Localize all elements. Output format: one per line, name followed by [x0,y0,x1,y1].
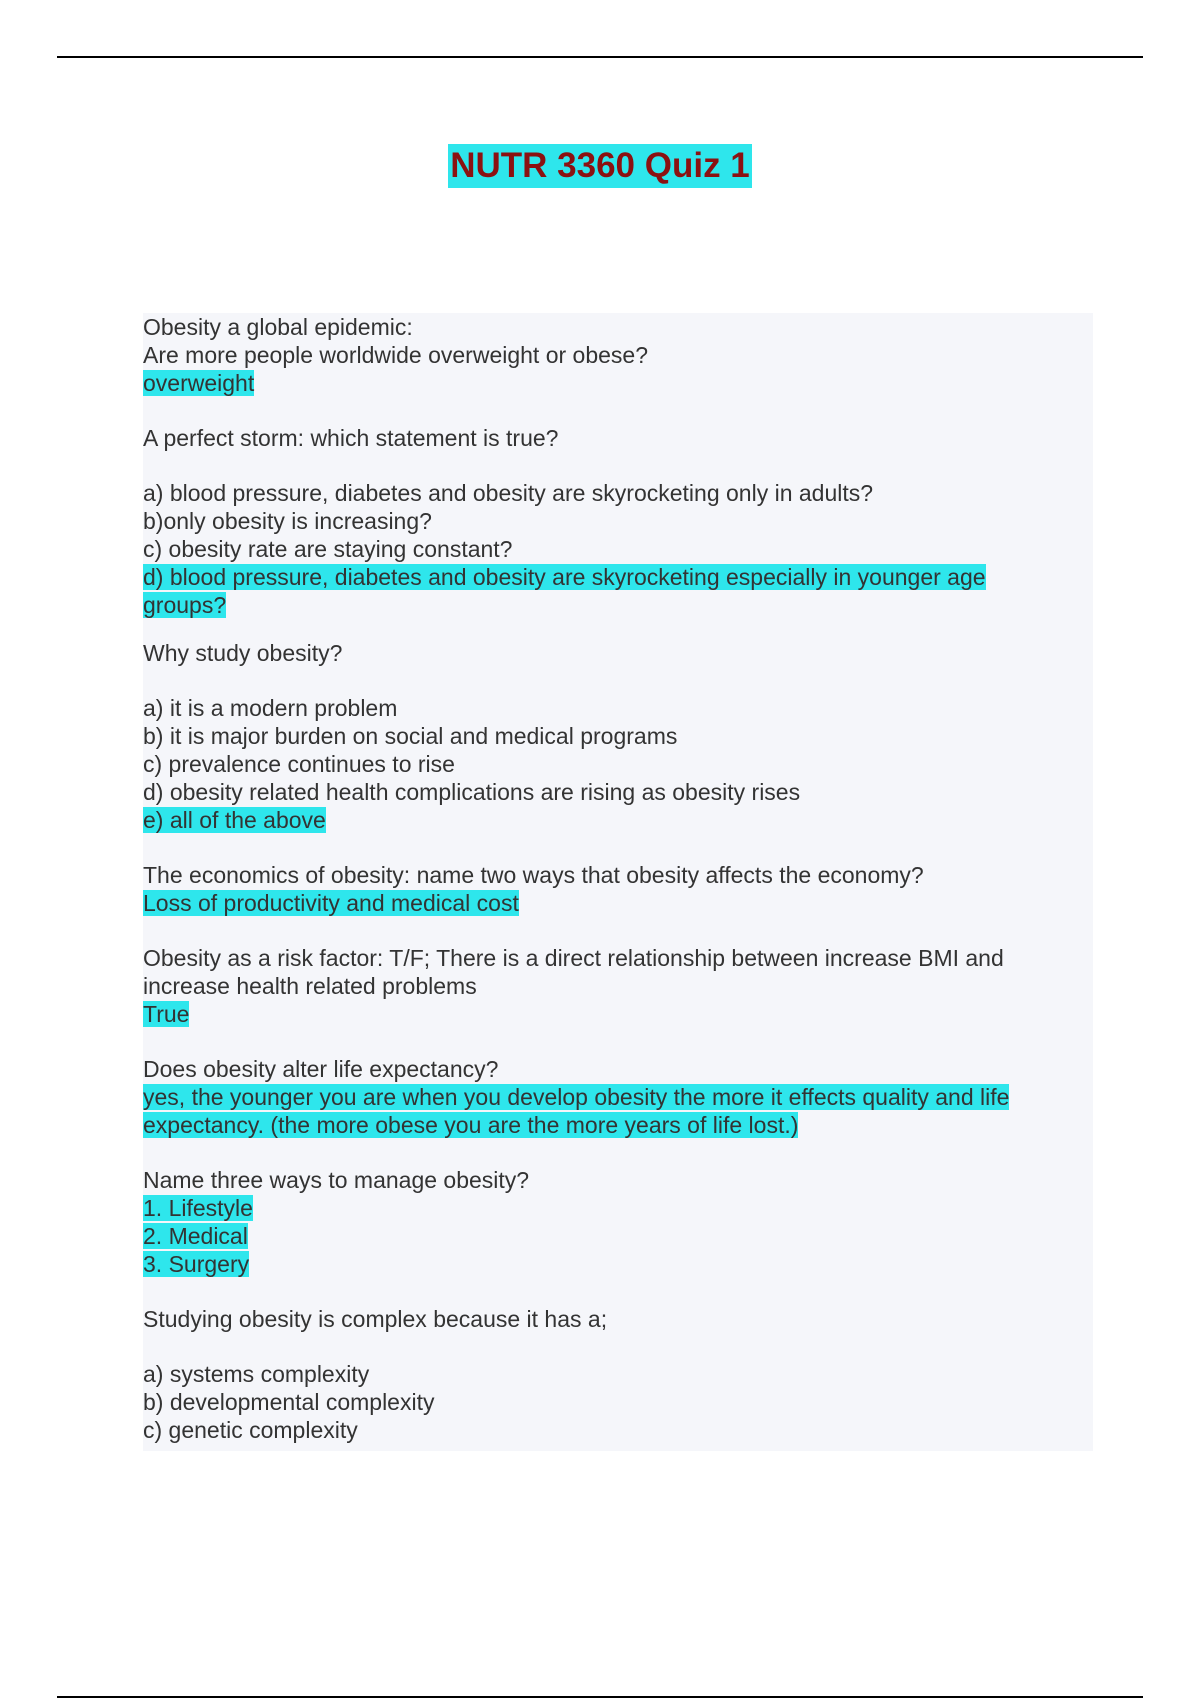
answer-highlight: expectancy. (the more obese you are the more years of life lost.) [143,1112,799,1138]
question-text: A perfect storm: which statement is true? [143,425,559,451]
answer-option: b)only obesity is increasing? [143,508,432,534]
answer-option: c) obesity rate are staying constant? [143,536,513,562]
question-block-5 [143,944,1093,1028]
question-block-6 [143,1055,1093,1139]
question-block-8 [143,1305,1093,1444]
question-text: Obesity as a risk factor: T/F; There is a direct relationship between increase BMI and [143,945,1004,971]
question-block-7 [143,1166,1093,1278]
title-wrapper [0,144,1200,188]
question-block-3 [143,639,1093,834]
question-text: increase health related problems [143,973,477,999]
answer-highlight: overweight [143,370,255,396]
answer-highlight: Loss of productivity and medical cost [143,890,519,916]
question-block-1 [143,313,1093,397]
header-rule [57,56,1143,58]
footer-rule [57,1696,1143,1698]
answer-option: a) systems complexity [143,1361,370,1387]
question-text: Does obesity alter life expectancy? [143,1056,499,1082]
question-text: Why study obesity? [143,640,343,666]
question-text: Are more people worldwide overweight or obese? [143,342,649,368]
answer-option: a) blood pressure, diabetes and obesity are skyrocketing only in adults? [143,480,874,506]
answer-highlight: 2. Medical [143,1223,248,1249]
question-text: Name three ways to manage obesity? [143,1167,530,1193]
answer-highlight: d) blood pressure, diabetes and obesity are skyrocketing especially in younger age [143,564,986,590]
answer-option: a) it is a modern problem [143,695,398,721]
answer-option: b) it is major burden on social and medical programs [143,723,678,749]
answer-highlight: yes, the younger you are when you develop obesity the more it effects quality and life [143,1084,1010,1110]
answer-highlight: e) all of the above [143,807,326,833]
answer-option: c) prevalence continues to rise [143,751,455,777]
page-title: NUTR 3360 Quiz 1 [448,144,752,188]
answer-option: d) obesity related health complications are rising as obesity rises [143,779,801,805]
answer-highlight: True [143,1001,190,1027]
answer-highlight: 3. Surgery [143,1251,250,1277]
answer-highlight: groups? [143,592,227,618]
quiz-content [143,313,1093,1451]
answer-highlight: 1. Lifestyle [143,1195,253,1221]
question-block-4 [143,861,1093,917]
question-text: Studying obesity is complex because it has a; [143,1306,608,1332]
question-intro: Obesity a global epidemic: [143,314,413,340]
question-text: The economics of obesity: name two ways that obesity affects the economy? [143,862,924,888]
answer-option: b) developmental complexity [143,1389,435,1415]
question-block-2 [143,424,1093,619]
answer-option: c) genetic complexity [143,1417,358,1443]
